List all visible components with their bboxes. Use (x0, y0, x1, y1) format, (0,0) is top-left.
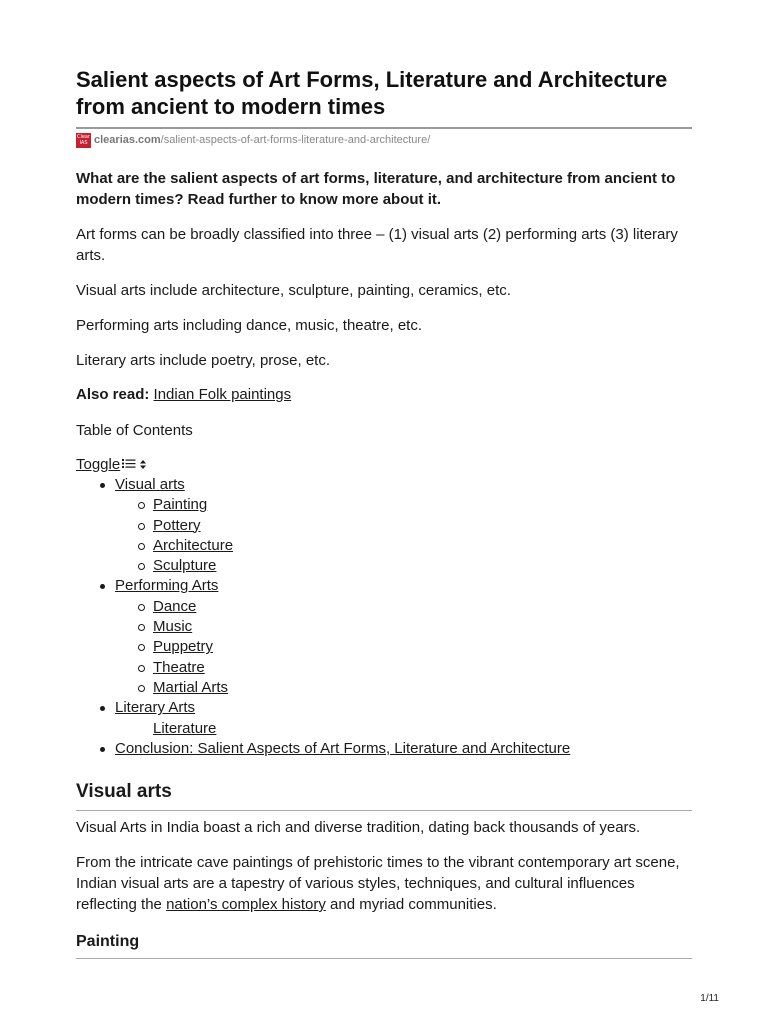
toc-item-dance[interactable] (76, 597, 570, 617)
toc-item-painting[interactable] (76, 495, 570, 515)
paragraph-visual-arts: Visual arts include architecture, sculpture, painting, ceramics, etc. (76, 282, 511, 299)
toc-link-pottery[interactable]: Pottery (153, 516, 201, 534)
toc-toggle[interactable] (76, 455, 146, 475)
paragraph-visual-intro: Visual Arts in India boast a rich and diverse tradition, dating back thousands of years. (76, 819, 641, 836)
subheading-divider (76, 958, 692, 959)
toc-link-music[interactable]: Music (153, 618, 193, 636)
history-text-before: From the intricate cave paintings of prehistoric times to the vibrant contemporary art scene, Indian visual arts are a tapestry of various styles, techniques, and cultural influences reflecting the (76, 854, 680, 913)
toc-heading: Table of Contents (76, 422, 193, 439)
toc-link-sculpture[interactable]: Sculpture (153, 557, 217, 575)
clearias-logo-icon (76, 133, 91, 148)
toc-link-visual-arts[interactable]: Visual arts (115, 476, 185, 493)
toc-item-architecture[interactable] (76, 536, 570, 556)
toc-link-literature[interactable]: Literature (153, 719, 217, 737)
toc-link-theatre[interactable]: Theatre (153, 658, 205, 676)
section-heading-visual-arts: Visual arts (76, 781, 172, 802)
intro-paragraph: What are the salient aspects of art forms, literature, and architecture from ancient to modern times? Read further to know more about it. (76, 170, 676, 208)
also-read-label: Also read: (76, 386, 150, 403)
toc-link-literary-arts[interactable]: Literary Arts (115, 699, 196, 717)
toc-item-puppetry[interactable] (76, 637, 570, 657)
logo-text-top: Clear (76, 134, 91, 140)
section-divider (76, 810, 692, 811)
toc-item-visual-arts[interactable] (76, 475, 570, 495)
page-number: 1/11 (700, 993, 719, 1004)
source-path: /salient-aspects-of-art-forms-literature-and-architecture/ (160, 134, 431, 146)
source-line (76, 132, 430, 148)
toc-link-dance[interactable]: Dance (153, 597, 197, 615)
toc-list-icon[interactable] (122, 455, 136, 475)
article-title: Salient aspects of Art Forms, Literature and Architecture from ancient to modern times (76, 67, 668, 119)
paragraph-art-forms: Art forms can be broadly classified into three – (1) visual arts (2) performing arts (3) literary arts. (76, 226, 678, 264)
title-divider (76, 127, 692, 129)
also-read-link[interactable]: Indian Folk paintings (153, 386, 292, 403)
history-text-after: and myriad communities. (325, 896, 497, 913)
logo-text-bottom: IAS (79, 140, 88, 146)
toc-item-conclusion[interactable] (76, 739, 570, 759)
source-domain: clearias.com (94, 134, 161, 146)
toc-link-architecture[interactable]: Architecture (153, 536, 234, 554)
toc-item-sculpture[interactable] (76, 556, 570, 576)
subheading-painting: Painting (76, 933, 140, 950)
table-of-contents (76, 475, 570, 759)
toc-expand-icon[interactable] (140, 455, 146, 475)
toc-toggle-label[interactable]: Toggle (76, 456, 121, 473)
toc-item-literature[interactable] (76, 719, 570, 739)
toc-item-martial-arts[interactable] (76, 678, 570, 698)
history-link[interactable]: nation’s complex history (166, 896, 326, 913)
paragraph-visual-history (76, 852, 692, 915)
also-read (76, 384, 692, 405)
toc-item-performing-arts[interactable] (76, 576, 570, 596)
paragraph-performing-arts: Performing arts including dance, music, theatre, etc. (76, 317, 422, 334)
toc-link-painting[interactable]: Painting (153, 496, 208, 514)
toc-link-martial-arts[interactable]: Martial Arts (153, 678, 229, 696)
toc-link-conclusion[interactable]: Conclusion: Salient Aspects of Art Forms, Literature and Architecture (115, 739, 571, 757)
toc-link-performing-arts[interactable]: Performing Arts (115, 577, 219, 595)
toc-link-puppetry[interactable]: Puppetry (153, 638, 214, 656)
toc-item-music[interactable] (76, 617, 570, 637)
toc-item-theatre[interactable] (76, 658, 570, 678)
toc-item-literary-arts[interactable] (76, 698, 570, 718)
toc-item-pottery[interactable] (76, 516, 570, 536)
paragraph-literary-arts: Literary arts include poetry, prose, etc. (76, 352, 331, 369)
